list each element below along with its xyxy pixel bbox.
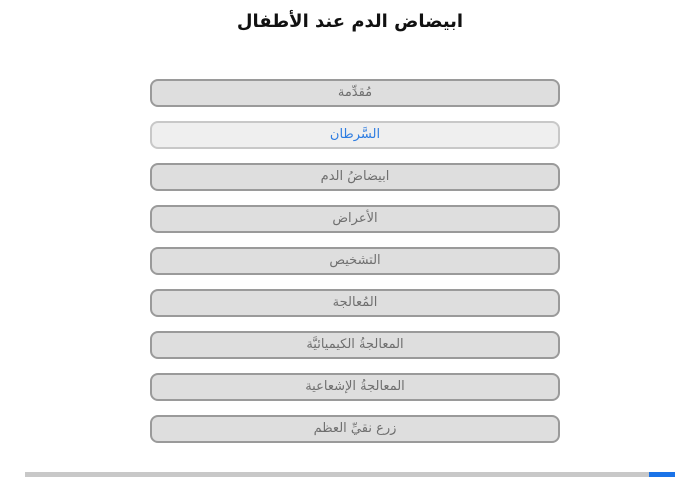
menu-item-symptoms[interactable]: الأعراض xyxy=(150,205,560,233)
progress-bar xyxy=(25,472,675,477)
menu-item-bone-marrow-transplant[interactable]: زرع نقيِّ العظم xyxy=(150,415,560,443)
progress-bar-fill xyxy=(649,472,675,477)
menu-item-cancer[interactable]: السَّرطان xyxy=(150,121,560,149)
menu-item-chemotherapy[interactable]: المعالجةُ الكيميائيَّة xyxy=(150,331,560,359)
topic-menu xyxy=(150,79,560,457)
menu-item-diagnosis[interactable]: التشخيص xyxy=(150,247,560,275)
menu-item-introduction[interactable]: مُقدِّمة xyxy=(150,79,560,107)
menu-item-radiotherapy[interactable]: المعالجةُ الإشعاعية xyxy=(150,373,560,401)
menu-item-treatment[interactable]: المُعالجة xyxy=(150,289,560,317)
page-title: ابيضاض الدم عند الأطفال xyxy=(236,11,464,32)
menu-item-leukemia[interactable]: ابيضاضُ الدم xyxy=(150,163,560,191)
